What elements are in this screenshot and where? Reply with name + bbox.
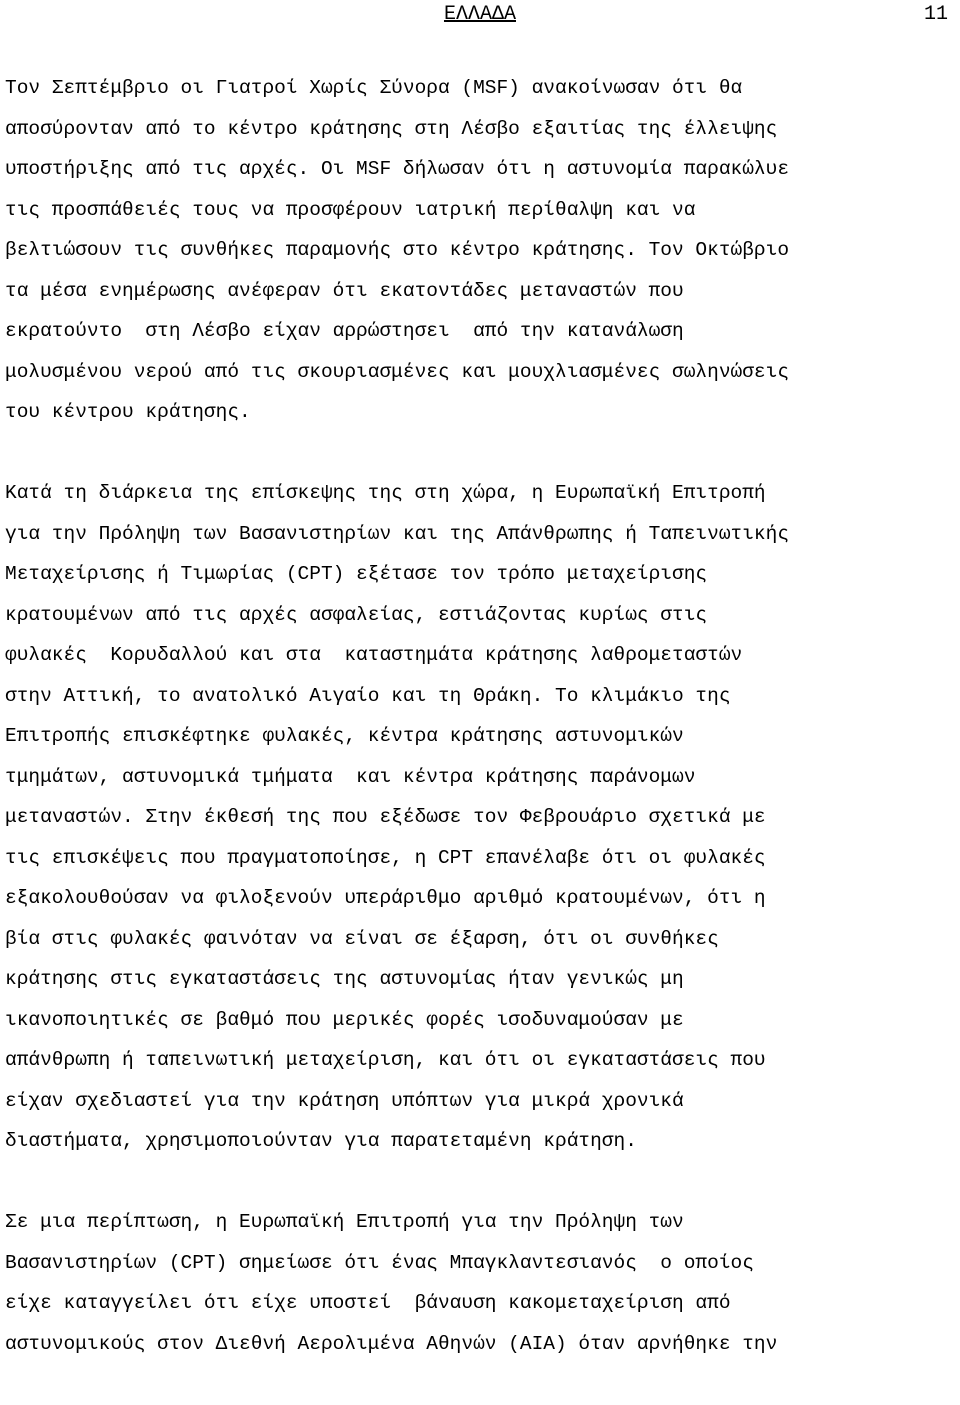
text-line: εκρατούντο στη Λέσβο είχαν αρρώστησει από την κατανάλωση — [5, 320, 684, 342]
text-line: τις προσπάθειές τους να προσφέρουν ιατρική περίθαλψη και να — [5, 198, 696, 221]
text-line: τμημάτων, αστυνομικά τμήματα και κέντρα κράτησης παράνομων — [5, 765, 696, 788]
paragraph-msf-lesvos — [5, 68, 960, 433]
text-line: του κέντρου κράτησης. — [5, 401, 251, 423]
text-line: αποσύρονταν από το κέντρο κράτησης στη Λέσβο εξαιτίας της έλλειψης — [5, 117, 778, 140]
text-line: Μεταχείρισης ή Τιμωρίας (CPT) εξέτασε τον τρόπο μεταχείρισης — [5, 563, 708, 585]
text-line: μολυσμένου νερού από τις σκουριασμένες και μουχλιασμένες σωληνώσεις — [5, 360, 790, 383]
text-line: είχε καταγγείλει ότι είχε υποστεί βάναυση κακομεταχείριση από — [5, 1292, 731, 1314]
document-body — [5, 68, 960, 1405]
paragraph-cpt-visit — [5, 473, 960, 1162]
page-number: 11 — [923, 3, 948, 26]
text-line: απάνθρωπη ή ταπεινωτική μεταχείριση, και ότι οι εγκαταστάσεις που — [5, 1049, 766, 1071]
text-line: κράτησης στις εγκαταστάσεις της αστυνομίας ήταν γενικώς μη — [5, 968, 684, 990]
text-line: υποστήριξης από τις αρχές. Οι MSF δήλωσαν ότι η αστυνομία παρακώλυε — [5, 158, 790, 180]
text-line: Τον Σεπτέμβριο οι Γιατροί Χωρίς Σύνορα (MSF) ανακοίνωσαν ότι θα — [5, 77, 743, 99]
text-line: για την Πρόληψη των Βασανιστηρίων και της Απάνθρωπης ή Ταπεινωτικής — [5, 522, 790, 545]
text-line: είχαν σχεδιαστεί για την κράτηση υπόπτων για μικρά χρονικά — [5, 1089, 684, 1112]
text-line: βία στις φυλακές φαινόταν να είναι σε έξαρση, ότι οι συνθήκες — [5, 927, 719, 950]
text-line: μεταναστών. Στην έκθεσή της που εξέδωσε τον Φεβρουάριο σχετικά με — [5, 806, 766, 828]
page-header — [0, 0, 960, 30]
text-line: ικανοποιητικές σε βαθμό που μερικές φορές ισοδυναμούσαν με — [5, 1008, 684, 1031]
text-line: Σε μια περίπτωση, η Ευρωπαϊκή Επιτροπή για την Πρόληψη των — [5, 1211, 684, 1233]
text-line: στην Αττική, το ανατολικό Αιγαίο και τη Θράκη. Το κλιμάκιο της — [5, 684, 731, 707]
text-line: κρατουμένων από τις αρχές ασφαλείας, εστιάζοντας κυρίως στις — [5, 603, 708, 626]
text-line: διαστήματα, χρησιμοποιούνταν για παρατεταμένη κράτηση. — [5, 1130, 637, 1152]
text-line: τα μέσα ενημέρωσης ανέφεραν ότι εκατοντάδες μεταναστών που — [5, 279, 684, 302]
paragraph-bangladeshi-case — [5, 1202, 960, 1364]
text-line: εξακολουθούσαν να φιλοξενούν υπεράριθμο αριθμό κρατουμένων, ότι η — [5, 887, 766, 909]
text-line: φυλακές Κορυδαλλού και στα καταστημάτα κράτησης λαθρομεταστών — [5, 644, 743, 666]
text-line: Επιτροπής επισκέφτηκε φυλακές, κέντρα κράτησης αστυνομικών — [5, 725, 684, 747]
text-line: Βασανιστηρίων (CPT) σημείωσε ότι ένας Μπαγκλαντεσιανός ο οποίος — [5, 1251, 754, 1274]
text-line: βελτιώσουν τις συνθήκες παραμονής στο κέντρο κράτησης. Τον Οκτώβριο — [5, 239, 790, 261]
text-line: Κατά τη διάρκεια της επίσκεψης της στη χώρα, η Ευρωπαϊκή Επιτροπή — [5, 482, 766, 504]
header-title: ΕΛΛΑΔΑ — [443, 3, 516, 26]
text-line: τις επισκέψεις που πραγματοποίησε, η CPT επανέλαβε ότι οι φυλακές — [5, 846, 766, 869]
text-line: αστυνομικούς στον Διεθνή Αερολιμένα Αθηνών (ΑΙΑ) όταν αρνήθηκε την — [5, 1332, 778, 1355]
